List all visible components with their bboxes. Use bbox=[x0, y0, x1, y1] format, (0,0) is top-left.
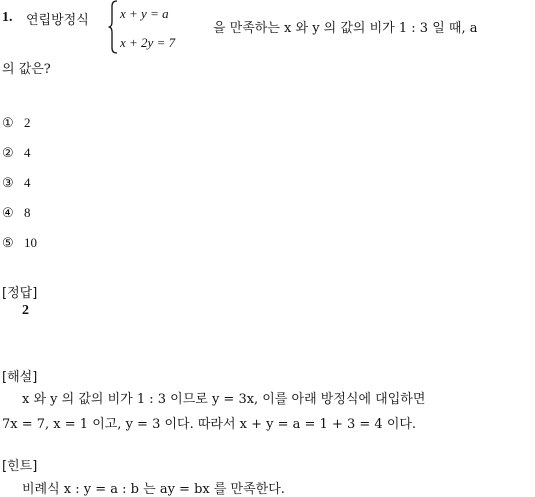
choice-item-2[interactable] bbox=[2, 145, 31, 161]
choice-item-5[interactable] bbox=[2, 235, 37, 251]
choice-value: 10 bbox=[24, 235, 37, 250]
choice-marker: ② bbox=[2, 146, 14, 161]
answer-label: [정답] bbox=[2, 286, 38, 301]
equation-1: x + y = a bbox=[120, 6, 169, 21]
choice-item-3[interactable] bbox=[2, 175, 31, 191]
choice-value: 2 bbox=[24, 115, 31, 130]
question-intro: 연립방정식 bbox=[26, 13, 89, 28]
question-number: 1. bbox=[2, 10, 13, 25]
choice-marker: ⑤ bbox=[2, 236, 14, 251]
choice-marker: ④ bbox=[2, 206, 14, 221]
choice-value: 8 bbox=[24, 205, 31, 220]
system-brace bbox=[108, 0, 118, 54]
choice-value: 4 bbox=[24, 175, 31, 190]
hint-text: 비례식 x : y = a : b 는 ay = bx 를 만족한다. bbox=[22, 482, 285, 497]
choice-item-4[interactable] bbox=[2, 205, 31, 221]
explanation-line-1: x 와 y 의 값의 비가 1 : 3 이므로 y = 3x, 이를 아래 방정식에 대입하면 bbox=[22, 392, 426, 407]
question-text-line2: 의 값은? bbox=[2, 62, 51, 77]
question-text-after-system: 을 만족하는 x 와 y 의 값의 비가 1 : 3 일 때, a bbox=[213, 21, 478, 36]
explanation-label: [해설] bbox=[2, 370, 38, 385]
hint-label: [힌트] bbox=[2, 459, 38, 474]
choice-value: 4 bbox=[24, 145, 31, 160]
choice-marker: ① bbox=[2, 116, 14, 131]
answer-value: 2 bbox=[22, 303, 29, 318]
explanation-line-2: 7x = 7, x = 1 이고, y = 3 이다. 따라서 x + y = a = 1 + 3 = 4 이다. bbox=[2, 417, 417, 432]
choice-marker: ③ bbox=[2, 176, 14, 191]
choice-item-1[interactable] bbox=[2, 115, 31, 131]
equation-2: x + 2y = 7 bbox=[120, 35, 176, 50]
